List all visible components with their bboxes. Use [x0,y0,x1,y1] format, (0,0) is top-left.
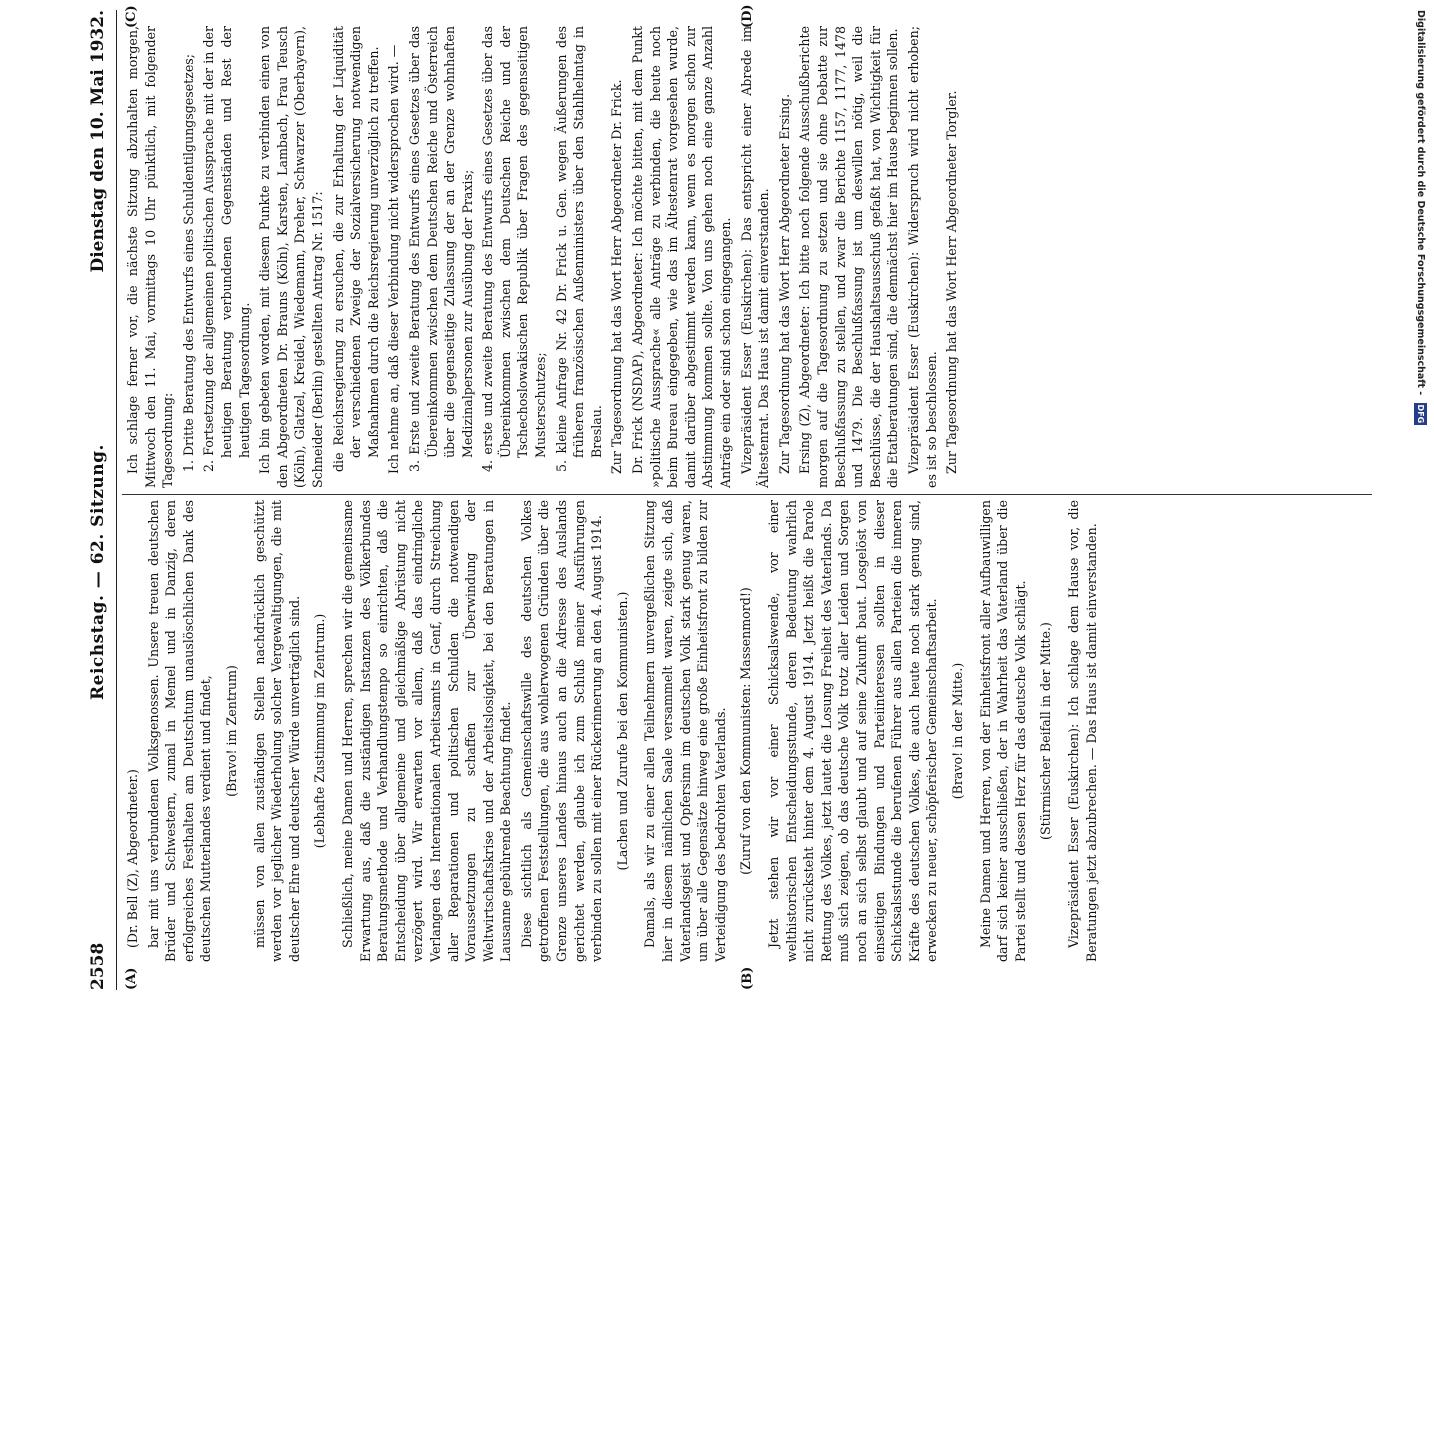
paragraph: Dr. Frick (NSDAP), Abgeordneter: Ich möchte bitten, mit dem Punkt »politische Aussprache« alle Anträge zu verbinden, die heute noch beim Bureau eingegeben, wie das im Ältestenrat vorgesehen wurde, damit darüber abgestimmt werden kann, wenn es morgen schon zur Abstimmung kommen sollte. Von uns gehen noch eine ganze Anzahl Anträge ein oder sind schon eingegangen. [630,26,733,488]
agenda-item: 2. Fortsetzung der allgemeinen politischen Aussprache mit der in der heutigen Beratung verbundenen Gegenständen und Rest der heutigen Tagesordnung. [201,26,252,472]
margin-marker-c: (C) [124,5,139,28]
paragraph: Zur Tagesordnung hat das Wort Herr Abgeordneter Dr. Frick. [609,79,625,474]
paragraph: bar mit uns verbundenen Volksgenossen. Unsere treuen deutschen Brüder und Schwestern, zumal in Memel und in Danzig, deren erfolgreiches Festhalten am Deutschtum unauslöschlichen Dank des deutschen Mutterlandes verdient und findet, [145,500,214,962]
reichstag-protocol-page [80,4,1390,990]
paragraph: Ich schlage ferner vor, die nächste Sitzung abzuhalten morgen, Mittwoch den 11. Mai, vormittags 10 Uhr pünktlich, mit folgender Tagesordnung: [125,26,176,488]
credit-line [1408,10,1432,580]
margin-marker-a: (A) [124,967,139,990]
paragraph: Ich nehme an, daß dieser Verbindung nicht widersprochen wird. — [386,44,402,474]
digitization-credit [1408,10,1432,580]
header-rule [116,10,117,990]
agenda-item: 4. erste und zweite Beratung des Entwurfs eines Gesetzes über das Übereinkommen zwischen dem Deutschen Reiche und der Tschechoslowakischen Republik über Fragen des gegenseitigen Musterschutzes; [480,26,549,472]
interjection: (Bravo! im Zentrum) [223,665,239,797]
agenda-item: 1. Dritte Beratung des Entwurfs eines Schuldentilgungsgesetzes; [180,54,196,472]
margin-marker-d: (D) [740,4,755,28]
page-number: 2558 [88,942,108,990]
paragraph: müssen von allen zuständigen Stellen nachdrücklich geschützt werden vor jeglicher Wiederholung solcher Vergewaltigungen, die mit deutscher Ehre und deutscher Würde unverträglich sind. [251,500,302,962]
agenda-item: 3. Erste und zweite Beratung des Entwurfs eines Gesetzes über das Übereinkommen zwischen dem Deutschen Reiche und Österreich über die gegenseitige Zulassung der an der Grenze wohnhaften Medizinalpersonen zur Ausübung der Praxis; [406,26,475,472]
interjection: (Lebhafte Zustimmung im Zentrum.) [312,613,328,849]
margin-marker-b: (B) [740,966,755,990]
paragraph: Jetzt stehen wir vor einer Schicksalswende, vor einer welthistorischen Entscheidungsstunde, deren Bedeutung wahrlich nicht zurücksteht hinter dem 4. August 1914. Jetzt heißt die Parole Rettung des Volkes, jetzt lautet die Losung Freiheit des Vaterlands. Da muß sich zeigen, ob das deutsche Volk trotz aller Leiden und Sorgen noch an sich selbst glaubt und auf seine Zukunft baut. Losgelöst von einseitigen Bindungen und Parteiinteressen sollten in dieser Schicksalsstunde die berufenen Führer aus allen Parteien die inneren Kräfte des deutschen Volkes, die auch heute noch stark genug sind, erwecken zu neuer, schöpferischer Gemeinschaftsarbeit. [766,500,940,962]
paragraph: (Dr. Bell (Z), Abgeordneter.) [125,769,140,948]
interjection: (Zuruf von den Kommunisten: Massenmord!) [738,587,754,875]
agenda-item: 5. kleine Anfrage Nr. 42 Dr. Frick u. Gen. wegen Äußerungen des früheren französischen Außenministers über den Stahlhelmtag in Breslau. [553,26,604,472]
interjection: (Stürmischer Beifall in der Mitte.) [1038,622,1054,840]
paragraph: Ich bin gebeten worden, mit diesem Punkte zu verbinden einen von den Abgeordneten Dr. Brauns (Köln), Karsten, Lambach, Frau Teusch (Köln), Glatzel, Kreidel, Wiedemann, Dreher, Schwarzer (Oberbayern), Schneider (Berlin) gestellten Antrag Nr. 1517: [257,26,325,488]
paragraph: Ersing (Z), Abgeordneter: Ich bitte noch folgende Ausschußberichte morgen auf die Tagesordnung zu setzen und sie ohne Debatte zur Beschlußfassung zu stellen, und zwar die Berichte 1157, 1177, 1478 und 1479. Die Beschlußfassung ist um deswillen nötig, weil die Beschlüsse, die der Haushaltsausschuß gefaßt hat, von Wichtigkeit für die Etatberatungen sind, die demnächst hier im Hause beginnen sollen. [797,26,901,488]
left-text-column [124,500,1103,962]
paragraph: Meine Damen und Herren, von der Einheitsfront aller Aufbauwilligen darf sich keiner ausschließen, der in Wahrheit das Vaterland über die Partei stellt und dessen Herz für das deutsche Volk schlägt. [977,500,1028,962]
paragraph: Vizepräsident Esser (Euskirchen): Das entspricht einer Abrede im Ältestenrat. Das Haus ist damit einverstanden. [738,26,772,488]
right-text-column [124,26,964,488]
paragraph: Damals, als wir zu einer allen Teilnehmern unvergeßlichen Sitzung hier in diesem nämlichen Saale versammelt waren, zeigte sich, daß Vaterlandsgeist und Opfersinn im deutschen Volk stark genug waren, um über alle Gegensätze hinweg eine große Einheitsfront zu bilden zur Verteidigung des bedrohten Vaterlands. [642,500,728,962]
session-title: Reichstag. — 62. Sitzung. [88,444,108,700]
interjection: (Bravo! in der Mitte.) [949,662,965,800]
paragraph: Schließlich, meine Damen und Herren, sprechen wir die gemeinsame Erwartung aus, daß die zuständigen Instanzen des Völkerbundes Beratungsmethode und Verhandlungstempo so einrichten, daß die Entscheidung über allgemeine und gleichmäßige Abrüstung nicht verzögert wird. Wir erwarten vor allem, daß das eindringliche Verlangen des Internationalen Arbeitsamts in Genf, durch Streichung aller Reparationen und politischen Schulden die notwendigen Voraussetzungen zu schaffen zur Überwindung der Weltwirtschaftskrise und der Arbeitslosigkeit, bei den Beratungen in Lausanne gebührende Beachtung findet. [339,500,514,962]
paragraph: Vizepräsident Esser (Euskirchen): Ich schlage dem Hause vor, die Beratungen jetzt abzubrechen. — Das Haus ist damit einverstanden. [1065,500,1099,962]
paragraph: Diese sichtlich als Gemeinschaftswille des deutschen Volkes getroffenen Feststellungen, die aus wohlerwogenen Gründen über die Grenze unseres Landes hinaus auch an die Adresse des Auslands gerichtet werden, glaube ich zum Schluß meiner Ausführungen verbinden zu sollen mit einer Rückerinnerung an den 4. August 1914. [518,500,605,962]
page-header [80,10,120,990]
paragraph: Zur Tagesordnung hat das Wort Herr Abgeordneter Ersing. [776,93,792,474]
interjection: (Lachen und Zurufe bei den Kommunisten.) [614,591,630,871]
paragraph: Zur Tagesordnung hat das Wort Herr Abgeordneter Torgler. [944,90,960,474]
credit-text: Digitalisierung gefördert durch die Deutsche Forschungsgemeinschaft - [1415,10,1426,396]
paragraph: Vizepräsident Esser (Euskirchen): Widerspruch wird nicht erhoben; es ist so beschlossen. [905,26,939,488]
column-divider [122,494,1372,495]
dfg-logo: DFG [1416,404,1425,424]
session-date: Dienstag den 10. Mai 1932. [88,10,108,273]
agenda-item: die Reichsregierung zu ersuchen, die zur Erhaltung der Liquidität der verschiedenen Zweige der Sozialversicherung notwendigen Maßnahmen durch die Reichsregierung unverzüglich zu treffen. [330,26,381,472]
